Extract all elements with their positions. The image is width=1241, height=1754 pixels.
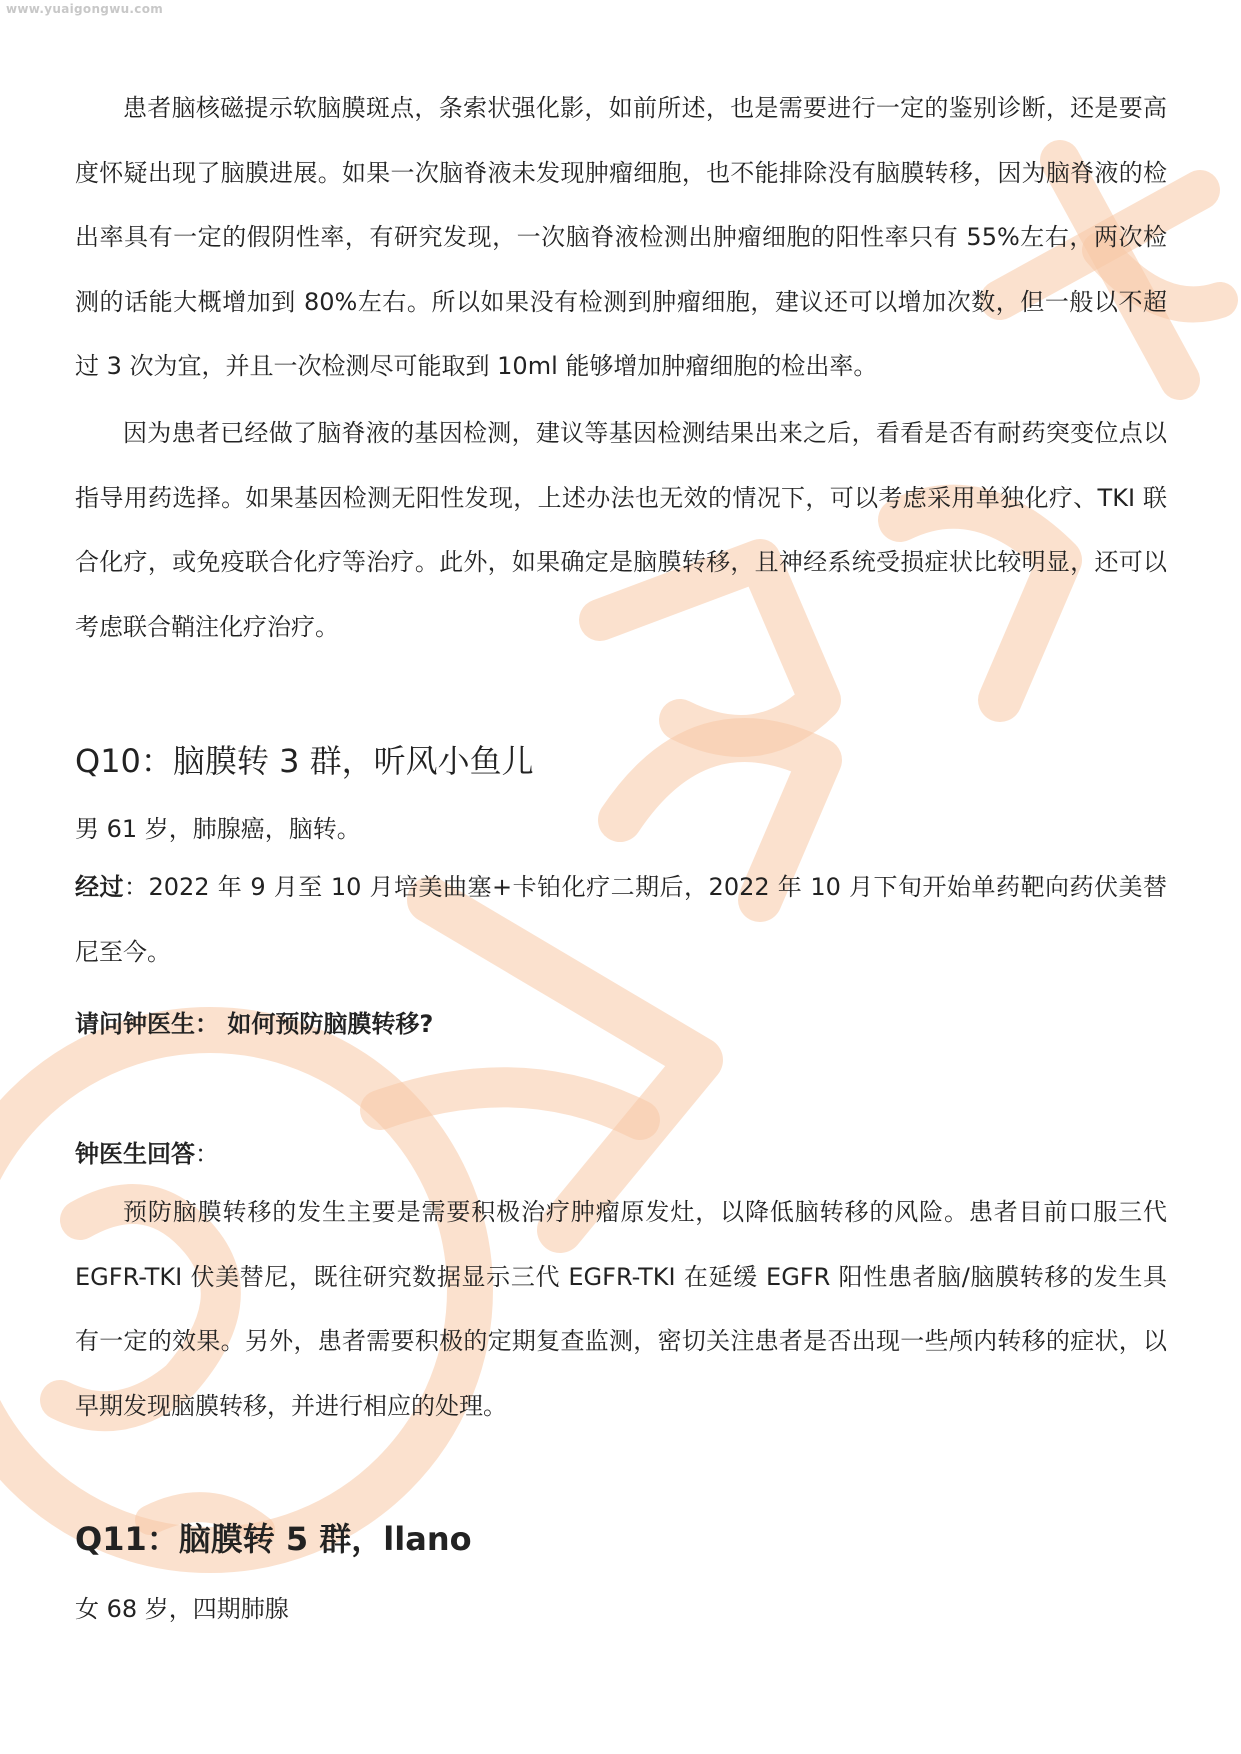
site-watermark: www.yuaigongwu.com — [6, 2, 164, 16]
q10-answer-colon: ： — [195, 1140, 219, 1168]
q10-answer: 预防脑膜转移的发生主要是需要积极治疗肿瘤原发灶，以降低脑转移的风险。患者目前口服三代 EGFR-TKI 伏美替尼，既往研究数据显示三代 EGFR-TKI 在延缓 EGFR 阳性患者脑/脑膜转移的发生具有一定的效果。另外，患者需要积极的定期复查监测，密切关注患者是否出现一些颅内转移的症状，以早期发现脑膜转移，并进行相应的处理。 — [75, 1198, 1167, 1420]
q10-answer-label-line — [75, 1134, 219, 1169]
q10-answer-label: 钟医生回答 — [75, 1140, 195, 1168]
q10-question: 请问钟医生： 如何预防脑膜转移? — [75, 1010, 434, 1038]
q10-patient-info: 男 61 岁，肺腺癌，脑转。 — [75, 815, 361, 843]
q10-history-label: 经过 — [75, 873, 124, 901]
paragraph-meningeal-diagnosis: 患者脑核磁提示软脑膜斑点，条索状强化影，如前所述，也是需要进行一定的鉴别诊断，还是要高度怀疑出现了脑膜进展。如果一次脑脊液未发现肿瘤细胞，也不能排除没有脑膜转移，因为脑脊液的检出率具有一定的假阴性率，有研究发现，一次脑脊液检测出肿瘤细胞的阳性率只有 55%左右，两次检测的话能大概增加到 80%左右。所以如果没有检测到肿瘤细胞，建议还可以增加次数，但一般以不超过 3 次为宜，并且一次检测尽可能取到 10ml 能够增加肿瘤细胞的检出率。 — [75, 94, 1167, 381]
q11-patient-info: 女 68 岁，四期肺腺 — [75, 1595, 289, 1623]
q10-history — [75, 855, 1167, 984]
q10-heading: Q10：脑膜转 3 群，听风小鱼儿 — [75, 742, 534, 780]
q10-history-text: ：2022 年 9 月至 10 月培美曲塞+卡铂化疗二期后，2022 年 10 月下旬开始单药靶向药伏美替尼至今。 — [75, 873, 1167, 966]
paragraph-gene-testing: 因为患者已经做了脑脊液的基因检测，建议等基因检测结果出来之后，看看是否有耐药突变位点以指导用药选择。如果基因检测无阳性发现，上述办法也无效的情况下，可以考虑采用单独化疗、TKI 联合化疗，或免疫联合化疗等治疗。此外，如果确定是脑膜转移，且神经系统受损症状比较明显，还可以考虑联合鞘注化疗治疗。 — [75, 419, 1167, 641]
q11-heading: Q11：脑膜转 5 群，llano — [75, 1520, 472, 1558]
